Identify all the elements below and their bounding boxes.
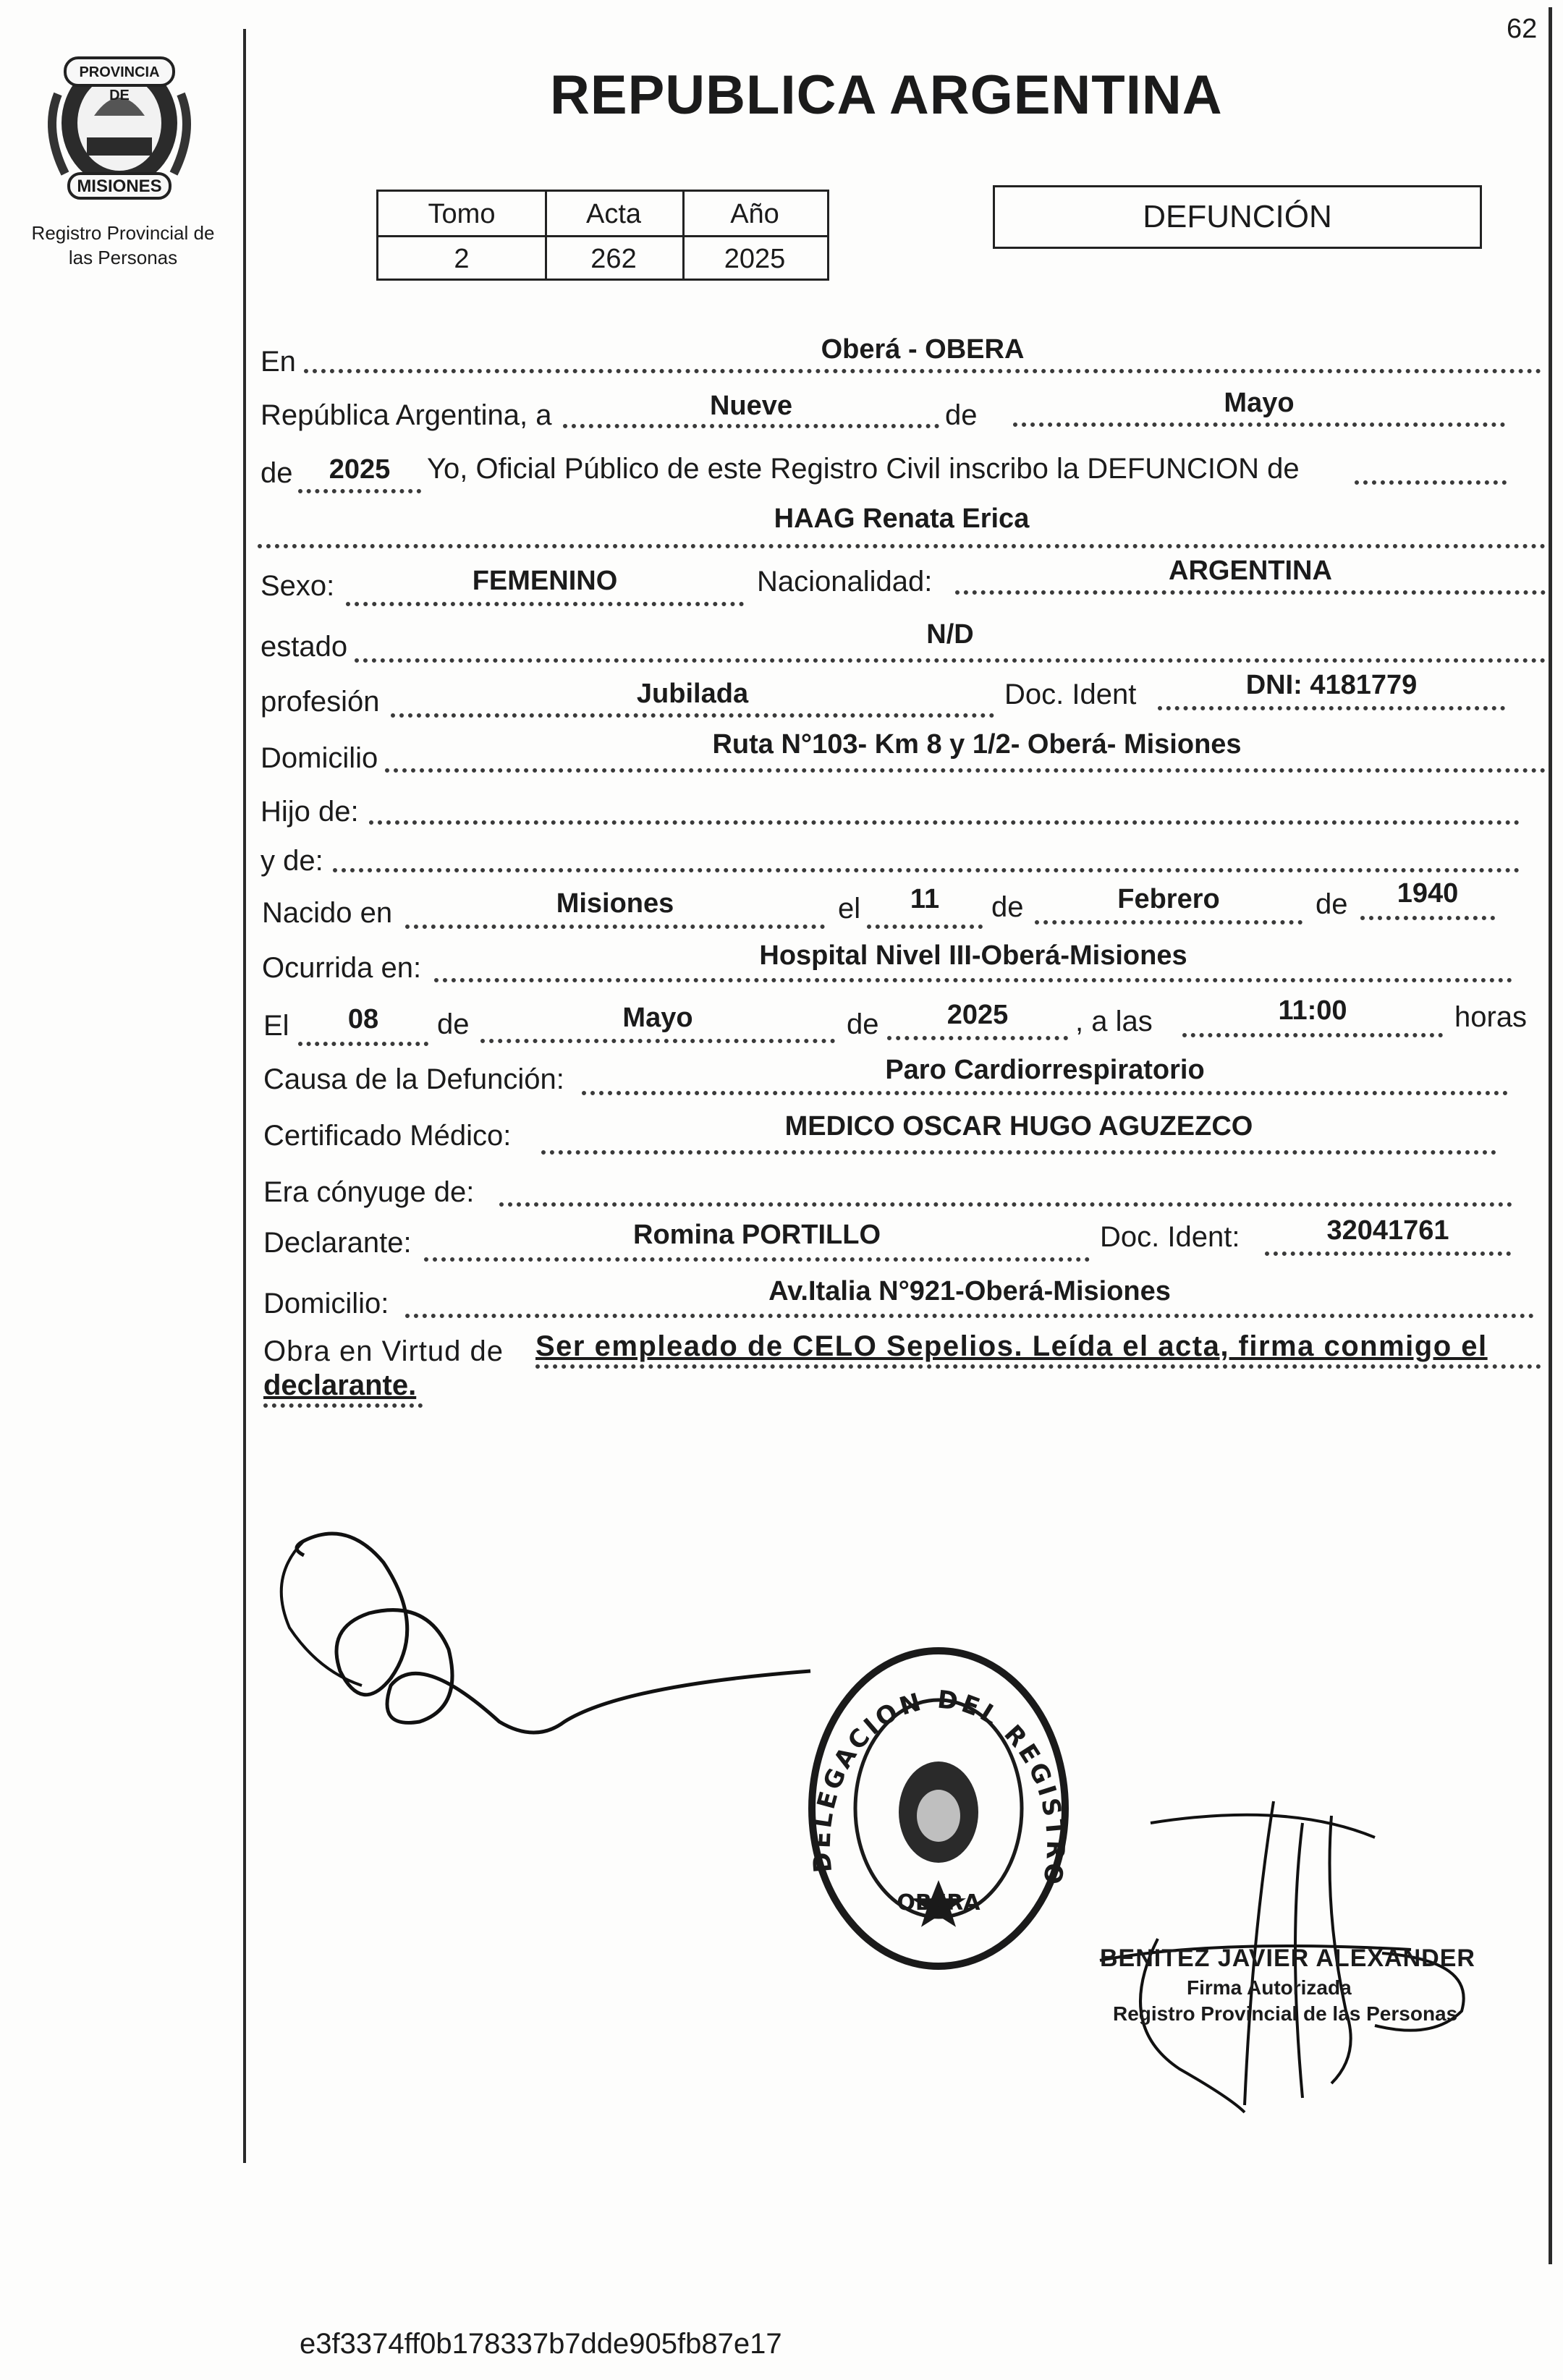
docident-value: DNI: 4181779 xyxy=(1245,670,1418,700)
tomo-label: Tomo xyxy=(428,199,496,229)
declarante-line xyxy=(424,1257,1090,1262)
document-type: DEFUNCIÓN xyxy=(1143,199,1332,234)
causa-line xyxy=(582,1091,1508,1095)
stamp-city: OBERA xyxy=(897,1890,980,1916)
el-1: el xyxy=(838,893,861,925)
docident-label: Doc. Ident xyxy=(1004,679,1137,710)
horas-text: horas xyxy=(1454,1001,1528,1033)
de-3: de xyxy=(991,891,1024,923)
death-year-value: 2025 xyxy=(946,1000,1009,1030)
day-value: Nueve xyxy=(709,391,793,421)
document-hash: e3f3374ff0b178337b7dde905fb87e17 xyxy=(300,2328,782,2360)
hijo-label: Hijo de: xyxy=(260,796,359,828)
de-2: de xyxy=(260,457,293,489)
page-title: REPUBLICA ARGENTINA xyxy=(550,64,1223,126)
conyuge-label: Era cónyuge de: xyxy=(263,1176,475,1208)
declarant-signature xyxy=(260,1505,839,1780)
anio-label: Año xyxy=(730,199,779,229)
death-time-line xyxy=(1182,1033,1443,1037)
nacionalidad-line xyxy=(955,590,1546,595)
sexo-label: Sexo: xyxy=(260,570,335,602)
day-line xyxy=(563,424,939,428)
signer-role: Firma Autorizada xyxy=(1187,1976,1352,1999)
en-value: Oberá - OBERA xyxy=(821,334,1025,365)
registry-line-2: las Personas xyxy=(68,247,178,268)
province-logo xyxy=(36,29,203,203)
de-5: de xyxy=(437,1008,470,1040)
signer-registry: Registro Provincial de las Personas xyxy=(1113,2002,1458,2025)
acta-value: 262 xyxy=(590,244,637,274)
declarante-doc-line xyxy=(1265,1251,1511,1256)
el-2: El xyxy=(263,1010,289,1042)
de-1: de xyxy=(945,399,978,431)
declarante-label: Declarante: xyxy=(263,1227,412,1259)
sexo-value: FEMENINO xyxy=(472,566,618,596)
obra-value-line-1: Ser empleado de CELO Sepelios. Leída el acta, firma conmigo el xyxy=(535,1330,1488,1362)
acta-label: Acta xyxy=(585,199,642,229)
causa-label: Causa de la Defunción: xyxy=(263,1063,564,1095)
declarante-doc-label: Doc. Ident: xyxy=(1100,1221,1240,1253)
death-time-value: 11:00 xyxy=(1278,995,1347,1026)
certificado-label: Certificado Médico: xyxy=(263,1120,512,1152)
year-line xyxy=(298,489,421,493)
certificado-line xyxy=(541,1150,1496,1155)
right-margin-line xyxy=(1549,7,1552,2264)
deceased-name: HAAG Renata Erica xyxy=(774,503,1030,534)
birth-month-line xyxy=(1035,920,1302,925)
obra-line-2 xyxy=(263,1403,423,1408)
profesion-value: Jubilada xyxy=(636,679,749,709)
month-line xyxy=(1013,422,1505,427)
profesion-line xyxy=(391,713,994,718)
document-type-box xyxy=(993,185,1482,249)
anio-value: 2025 xyxy=(724,244,786,274)
stamp-ring-text: DELEGACION DEL REGISTRO xyxy=(807,1685,1070,1890)
page-number: 62 xyxy=(1507,14,1538,44)
nacido-line xyxy=(405,925,825,929)
declarante-doc-value: 32041761 xyxy=(1326,1215,1449,1246)
conyuge-line xyxy=(499,1202,1512,1207)
en-label: En xyxy=(260,346,296,378)
estado-label: estado xyxy=(260,631,348,663)
certificado-value: MEDICO OSCAR HUGO AGUZEZCO xyxy=(784,1111,1253,1142)
domicilio-line xyxy=(385,768,1546,773)
official-stamp xyxy=(805,1642,1072,1975)
en-line xyxy=(304,369,1541,373)
causa-value: Paro Cardiorrespiratorio xyxy=(885,1055,1205,1085)
volume-table xyxy=(376,190,829,281)
left-margin-line xyxy=(243,29,246,2163)
alas-text: , a las xyxy=(1075,1006,1153,1037)
domicilio2-line xyxy=(405,1314,1534,1318)
hijo-line xyxy=(369,820,1520,825)
registry-line-1: Registro Provincial de xyxy=(31,222,215,244)
obra-value-line-2: declarante. xyxy=(263,1369,417,1401)
birth-day-line xyxy=(867,925,983,929)
declarante-value: Romina PORTILLO xyxy=(633,1220,881,1250)
estado-value: N/D xyxy=(926,619,974,650)
birth-year-value: 1940 xyxy=(1397,878,1459,909)
tomo-value: 2 xyxy=(454,244,470,274)
yde-line xyxy=(333,868,1520,872)
domicilio2-label: Domicilio: xyxy=(263,1288,389,1319)
birth-year-line xyxy=(1360,916,1495,920)
domicilio-value: Ruta N°103- Km 8 y 1/2- Oberá- Misiones xyxy=(712,729,1242,760)
death-month-value: Mayo xyxy=(622,1003,693,1033)
year-value: 2025 xyxy=(329,454,391,485)
sexo-line xyxy=(346,602,744,606)
republica-label: República Argentina, a xyxy=(260,399,552,431)
birth-day-value: 11 xyxy=(910,884,940,914)
ocurrida-value: Hospital Nivel III-Oberá-Misiones xyxy=(759,940,1187,971)
death-day-value: 08 xyxy=(347,1004,379,1034)
profesion-label: profesión xyxy=(260,686,380,718)
birth-month-value: Febrero xyxy=(1117,884,1220,914)
nacido-label: Nacido en xyxy=(262,897,393,929)
logo-bottom-text: MISIONES xyxy=(77,177,162,196)
nacionalidad-value: ARGENTINA xyxy=(1169,556,1332,586)
de-4: de xyxy=(1316,888,1348,920)
authorized-signature xyxy=(1071,1794,1520,2127)
nacionalidad-label: Nacionalidad: xyxy=(757,566,933,598)
death-day-line xyxy=(298,1042,428,1046)
signer-name: BENITEZ JAVIER ALEXANDER xyxy=(1100,1945,1475,1972)
estado-line xyxy=(355,658,1546,663)
nacido-value: Misiones xyxy=(556,888,674,919)
domicilio2-value: Av.Italia N°921-Oberá-Misiones xyxy=(768,1276,1171,1306)
obra-line-1 xyxy=(535,1364,1541,1369)
docident-line xyxy=(1158,706,1505,710)
logo-top-text: PROVINCIA DE xyxy=(79,64,160,103)
inscribo-text: Yo, Oficial Público de este Registro Civil inscribo la DEFUNCION de xyxy=(427,453,1300,485)
obra-label: Obra en Virtud de xyxy=(263,1335,504,1367)
month-value: Mayo xyxy=(1224,388,1295,418)
de-6: de xyxy=(847,1008,879,1040)
name-line xyxy=(258,544,1546,548)
yde-label: y de: xyxy=(260,845,323,877)
death-year-line xyxy=(887,1036,1068,1040)
death-month-line xyxy=(480,1039,835,1043)
ocurrida-label: Ocurrida en: xyxy=(262,952,422,984)
inscribo-line xyxy=(1355,480,1507,485)
domicilio-label: Domicilio xyxy=(260,742,378,774)
ocurrida-line xyxy=(434,978,1512,982)
